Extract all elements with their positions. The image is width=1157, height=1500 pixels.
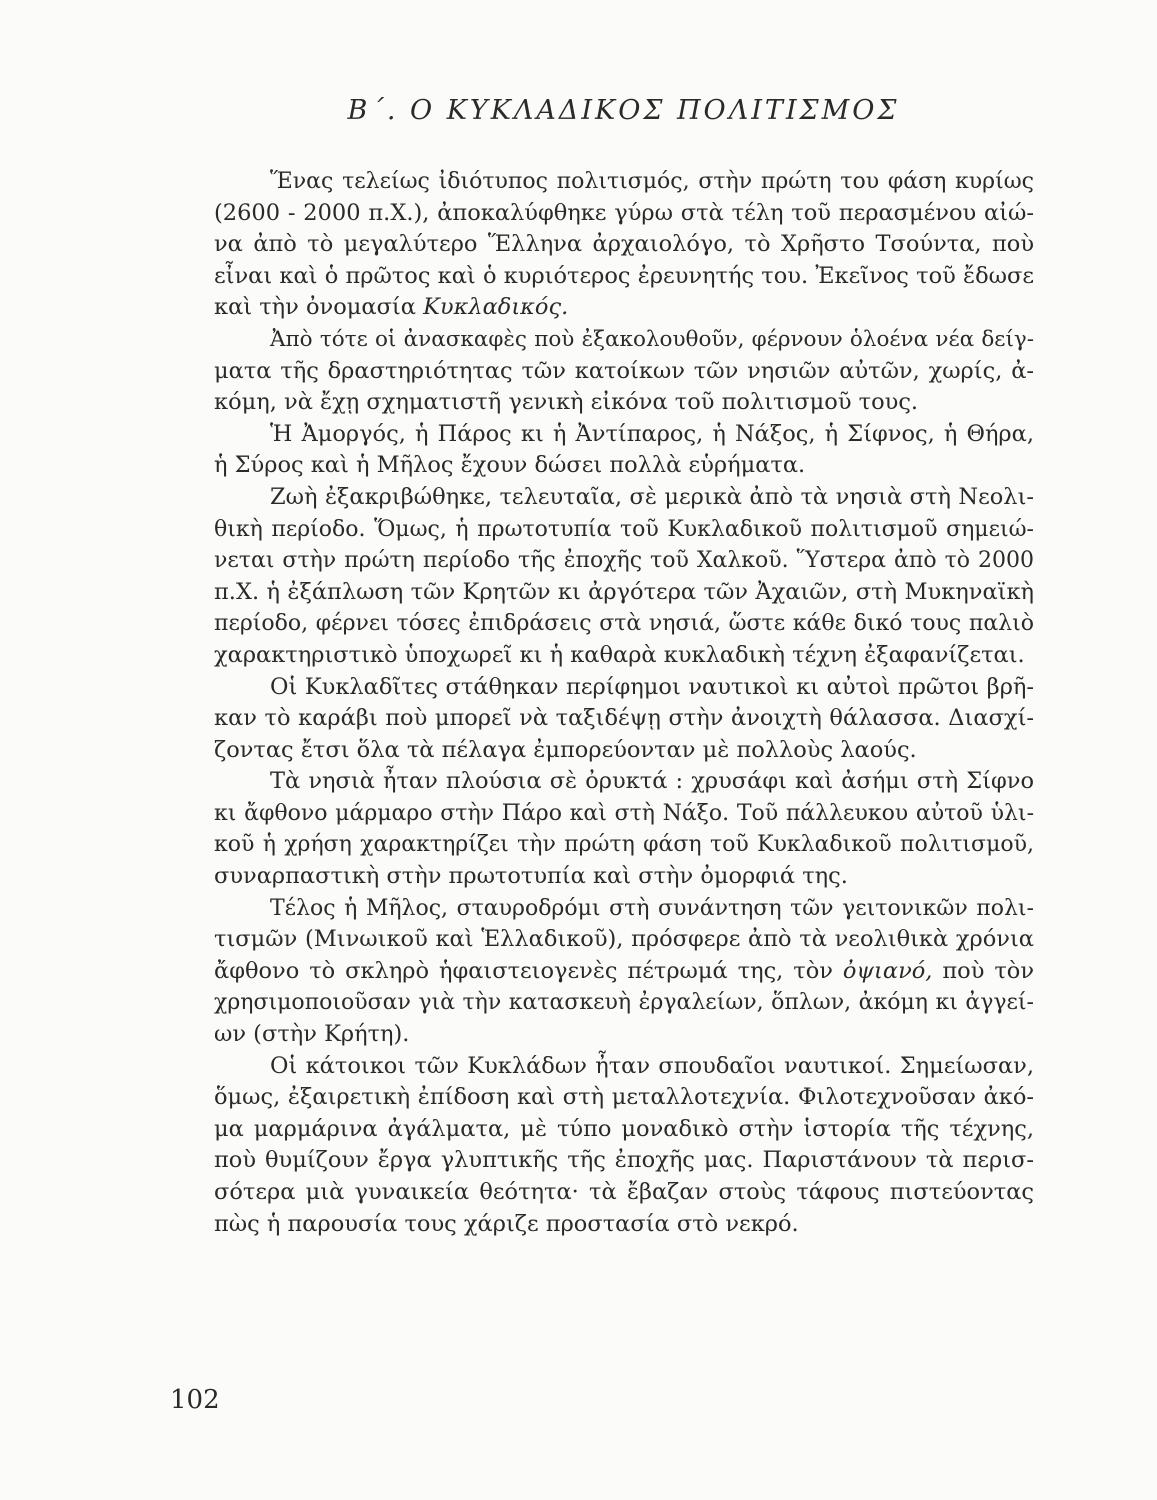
paragraph	[214, 419, 1034, 482]
text-line: ὅμως, ἐξαιρετικὴ ἐπίδοση καὶ στὴ μεταλλοτεχνία. Φιλοτεχνοῦσαν ἀκό-	[214, 1084, 1034, 1111]
text-line: Οἱ Κυκλαδῖτες στάθηκαν περίφημοι ναυτικοὶ κι αὐτοὶ πρῶτοι βρῆ-	[270, 673, 1034, 700]
text-line: περίοδο, φέρνει τόσες ἐπιδράσεις στὰ νησιά, ὥστε κάθε δικό τους παλιὸ	[214, 611, 1034, 637]
paragraph	[214, 1051, 1034, 1241]
paragraph	[214, 766, 1034, 892]
text-line: ποὺ θυμίζουν ἔργα γλυπτικῆς τῆς ἐποχῆς μας. Παριστάνουν τὰ περισ-	[214, 1147, 1034, 1174]
text-line: να ἀπὸ τὸ μεγαλύτερο Ἕλληνα ἀρχαιολόγο, τὸ Χρῆστο Τσούντα, ποὺ	[214, 231, 1034, 258]
text-line: ων (στὴν Κρήτη).	[214, 1021, 410, 1048]
text-segment: ποὺ τὸν	[942, 957, 1034, 984]
page-number: 102	[170, 1385, 220, 1415]
text-line: θικὴ περίοδο. Ὅμως, ἡ πρωτοτυπία τοῦ Κυκλαδικοῦ πολιτισμοῦ σημειώ-	[214, 516, 1034, 542]
paragraph	[214, 672, 1034, 767]
text-line: χαρακτηριστικὸ ὑποχωρεῖ κι ἡ καθαρὰ κυκλαδικὴ τέχνη ἐξαφανίζεται.	[214, 641, 1025, 668]
text-line: π.Χ. ἡ ἐξάπλωση τῶν Κρητῶν κι ἀργότερα τῶν Ἀχαιῶν, στὴ Μυκηναϊκὴ	[214, 578, 1034, 605]
text-line: ἡ Σύρος καὶ ἡ Μῆλος ἔχουν δώσει πολλὰ εὑρήματα.	[214, 452, 806, 479]
text-line: τισμῶν (Μινωικοῦ καὶ Ἑλλαδικοῦ), πρόσφερε ἀπὸ τὰ νεολιθικὰ χρόνια	[214, 926, 1034, 953]
text-line: Ζωὴ ἐξακριβώθηκε, τελευταῖα, σὲ μερικὰ ἀπὸ τὰ νησιὰ στὴ Νεολι-	[270, 483, 1034, 510]
text-line: νεται στὴν πρώτη περίοδο τῆς ἐποχῆς τοῦ Χαλκοῦ. Ὕστερα ἀπὸ τὸ 2000	[214, 548, 1034, 574]
text-line: χρησιμοποιοῦσαν γιὰ τὴν κατασκευὴ ἐργαλείων, ὅπλων, ἀκόμη κι ἀγγεί-	[214, 990, 1034, 1016]
text-line: Τέλος ἡ Μῆλος, σταυροδρόμι στὴ συνάντηση τῶν γειτονικῶν πολι-	[270, 895, 1034, 921]
paragraph	[214, 324, 1034, 419]
body-text	[214, 166, 1034, 1240]
text-line: Ἀπὸ τότε οἱ ἀνασκαφὲς ποὺ ἐξακολουθοῦν, φέρνουν ὁλοένα νέα δείγ-	[270, 326, 1034, 352]
text-line: κι ἄφθονο μάρμαρο στὴν Πάρο καὶ στὴ Νάξο. Τοῦ πάλλευκου αὐτοῦ ὑλι-	[214, 800, 1034, 826]
text-line: καν τὸ καράβι ποὺ μπορεῖ νὰ ταξιδέψῃ στὴν ἀνοιχτὴ θάλασσα. Διασχί-	[214, 705, 1034, 732]
text-line: Οἱ κάτοικοι τῶν Κυκλάδων ἦταν σπουδαῖοι ναυτικοί. Σημείωσαν,	[270, 1052, 1034, 1079]
text-line: συναρπαστικὴ στὴν πρωτοτυπία καὶ στὴν ὀμορφιά της.	[214, 863, 848, 890]
text-line: Ἕνας τελείως ἰδιότυπος πολιτισμός, στὴν πρώτη του φάση κυρίως	[270, 169, 1034, 194]
text-line: κόμη, νὰ ἔχῃ σχηματιστῆ γενικὴ εἰκόνα τοῦ πολιτισμοῦ τους.	[214, 389, 919, 416]
text-line: μα μαρμάρινα ἀγάλματα, μὲ τύπο μοναδικὸ στὴν ἱστορία τῆς τέχνης,	[214, 1115, 1034, 1142]
text-line: σότερα μιὰ γυναικεία θεότητα· τὰ ἔβαζαν στοὺς τάφους πιστεύοντας	[214, 1179, 1034, 1205]
text-line: ζοντας ἔτσι ὅλα τὰ πέλαγα ἐμπορεύονταν μὲ πολλοὺς λαούς.	[214, 736, 917, 763]
text-line: πὼς ἡ παρουσία τους χάριζε προστασία στὸ νεκρό.	[214, 1210, 799, 1237]
text-line: Τὰ νησιὰ ἦταν πλούσια σὲ ὀρυκτά : χρυσάφι καὶ ἀσήμι στὴ Σίφνο	[270, 768, 1034, 795]
text-line: (2600 - 2000 π.Χ.), ἀποκαλύφθηκε γύρω στὰ τέλη τοῦ περασμένου αἰώ-	[214, 199, 1034, 226]
paragraph	[214, 482, 1034, 672]
emphasized-term: ὀψιανό,	[842, 957, 933, 984]
text-line: εἶναι καὶ ὁ πρῶτος καὶ ὁ κυριότερος ἐρευνητής του. Ἐκεῖνος τοῦ ἔδωσε	[214, 262, 1034, 289]
text-line: κοῦ ἡ χρήση χαρακτηρίζει τὴν πρώτη φάση τοῦ Κυκλαδικοῦ πολιτισμοῦ,	[214, 832, 1034, 858]
emphasized-term: Κυκλαδικός.	[423, 294, 569, 321]
chapter-title: Β΄. Ο ΚΥΚΛΑΔΙΚΟΣ ΠΟΛΙΤΙΣΜΟΣ	[347, 95, 900, 126]
text-segment: ἄφθονο τὸ σκληρὸ ἡφαιστειογενὲς πέτρωμά της, τὸν	[214, 957, 833, 984]
text-line: Ἡ Ἀμοργός, ἡ Πάρος κι ἡ Ἀντίπαρος, ἡ Νάξος, ἡ Σίφνος, ἡ Θήρα,	[270, 420, 1034, 447]
paragraph	[214, 166, 1034, 324]
text-line	[214, 292, 1034, 324]
text-segment: καὶ τὴν ὀνομασία	[214, 294, 416, 321]
text-line: ματα τῆς δραστηριότητας τῶν κατοίκων τῶν νησιῶν αὐτῶν, χωρίς, ἀ-	[214, 357, 1034, 384]
paragraph	[214, 893, 1034, 1051]
text-line	[214, 956, 1034, 988]
